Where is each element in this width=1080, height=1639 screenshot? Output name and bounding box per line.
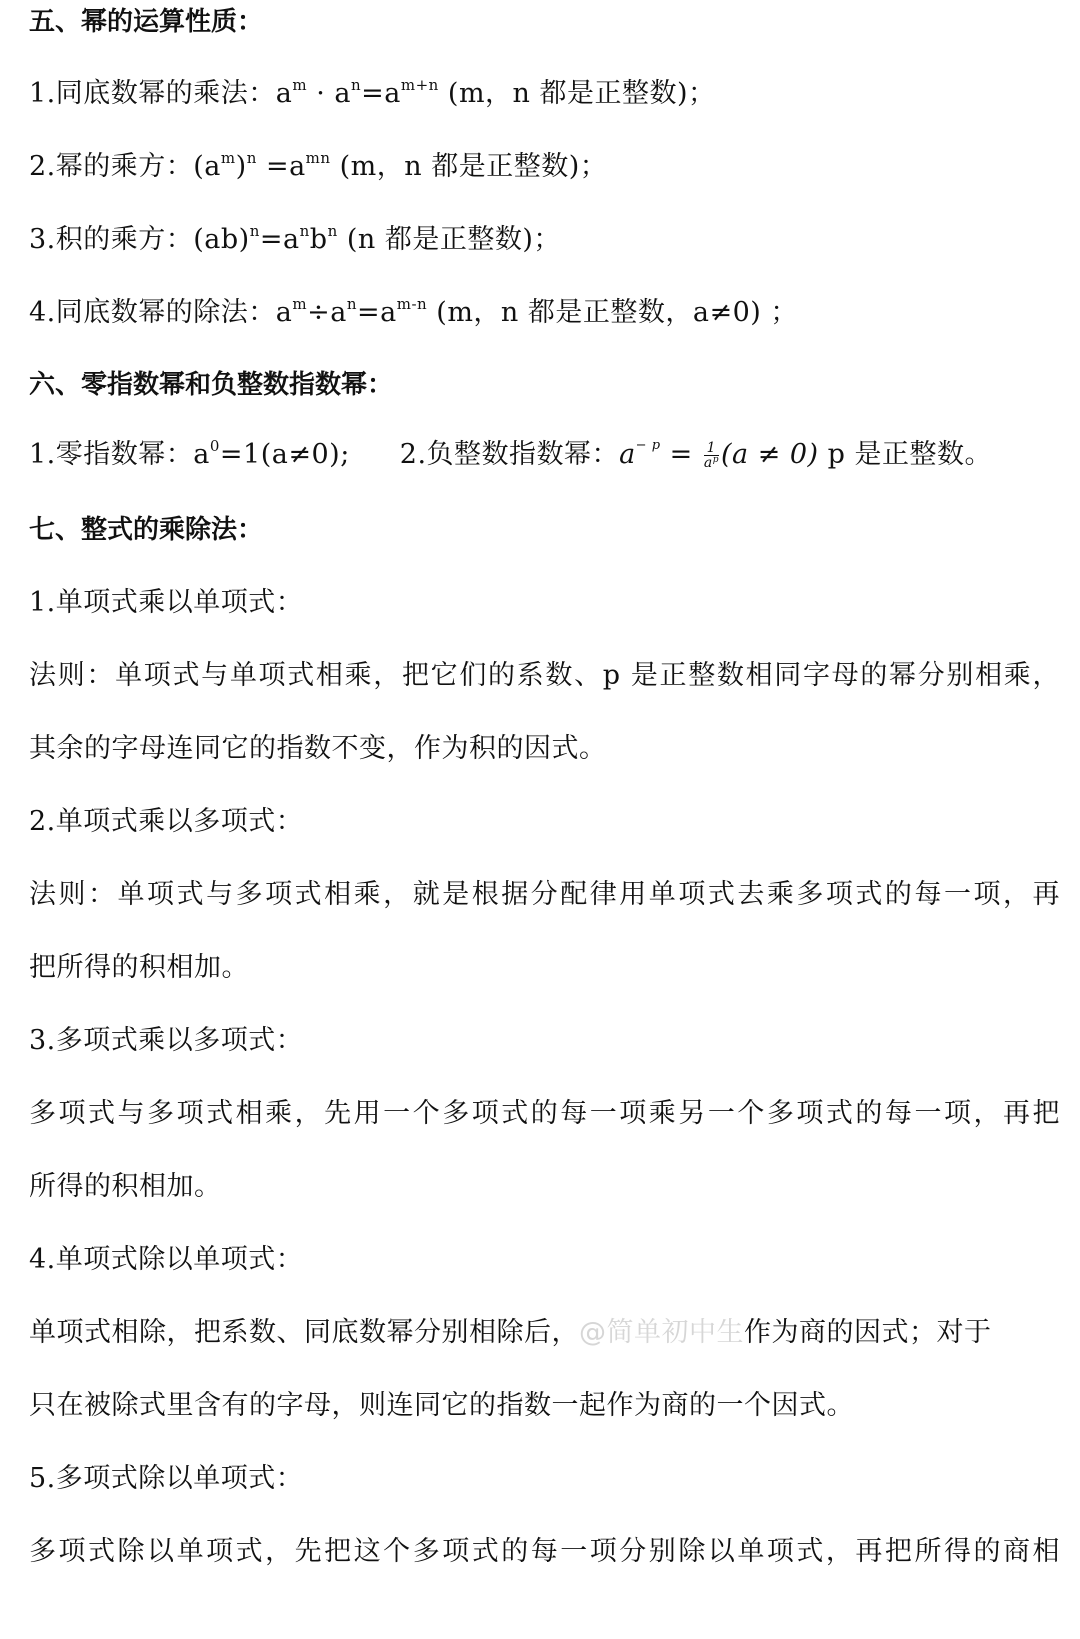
watermark-text: @简单初中生: [579, 1317, 744, 1348]
rule-label: 3.积的乘方：: [29, 224, 194, 255]
item-1-heading: 1.单项式乘以单项式：: [29, 587, 304, 618]
item-3-heading: 3.多项式乘以多项式：: [29, 1025, 304, 1056]
item-1-rule-line-2: 其余的字母连同它的指数不变，作为积的因式。: [29, 733, 607, 764]
rule-1-multiplication: 1.同底数幂的乘法：$a^m \cdot a^n=a^{m+n}$ (m，n 都是正整数)；: [29, 76, 716, 109]
rule-2-power-of-power: 2.幂的乘方：$(a^m)^n =a^{mn}$ (m，n 都是正整数)；: [29, 149, 608, 182]
item-4-rule-line-1: 单项式相除，把系数、同底数幂分别相除后，@简单初中生作为商的因式；对于: [29, 1317, 992, 1348]
item-2-rule-line-2: 把所得的积相加。: [29, 952, 249, 983]
item-2-rule-line-1: 法则：单项式与多项式相乘，就是根据分配律用单项式去乘多项式的每一项，再: [29, 879, 1060, 910]
negative-exponent-label: 2.负整数指数幂：: [399, 439, 620, 470]
zero-and-negative-exponent-rules: 1.零指数幂：$a^0=1(a\ne 0)$; 2.负整数指数幂：$a^{- p}$ = $\frac{1}{a^p}$ (a ≠ 0) p 是正整数。: [29, 437, 993, 471]
rule-label: 1.同底数幂的乘法：: [29, 78, 276, 109]
rule-4-division: 4.同底数幂的除法：$a^m\div a^n=a^{m-n}$ (m，n 都是正整数，a≠0) ；: [29, 295, 798, 328]
zero-exponent-label: 1.零指数幂：: [29, 439, 194, 470]
item-4-rule-line-2: 只在被除式里含有的字母，则连同它的指数一起作为商的一个因式。: [29, 1390, 854, 1421]
item-3-rule-line-2: 所得的积相加。: [29, 1171, 222, 1202]
section-five-title: 五、幂的运算性质：: [29, 7, 264, 37]
fraction-one-over-a-p: $\frac{1}{a^p}$: [703, 440, 719, 471]
rule-label: 2.幂的乘方：: [29, 151, 194, 182]
item-4-heading: 4.单项式除以单项式：: [29, 1244, 304, 1275]
rule-label: 4.同底数幂的除法：: [29, 297, 276, 328]
rule-3-power-of-product: 3.积的乘方：$(ab)^n=a^nb^n$ (n 都是正整数)；: [29, 222, 561, 255]
item-5-rule-line-1: 多项式除以单项式，先把这个多项式的每一项分别除以单项式，再把所得的商相: [29, 1536, 1060, 1567]
item-5-heading: 5.多项式除以单项式：: [29, 1463, 304, 1494]
item-2-heading: 2.单项式乘以多项式：: [29, 806, 304, 837]
section-seven-title: 七、整式的乘除法：: [29, 515, 264, 545]
section-six-title: 六、零指数幂和负整数指数幂：: [29, 370, 394, 400]
item-3-rule-line-1: 多项式与多项式相乘，先用一个多项式的每一项乘另一个多项式的每一项，再把: [29, 1098, 1060, 1129]
item-1-rule-line-1: 法则：单项式与单项式相乘，把它们的系数、p 是正整数相同字母的幂分别相乘，: [29, 660, 1060, 691]
